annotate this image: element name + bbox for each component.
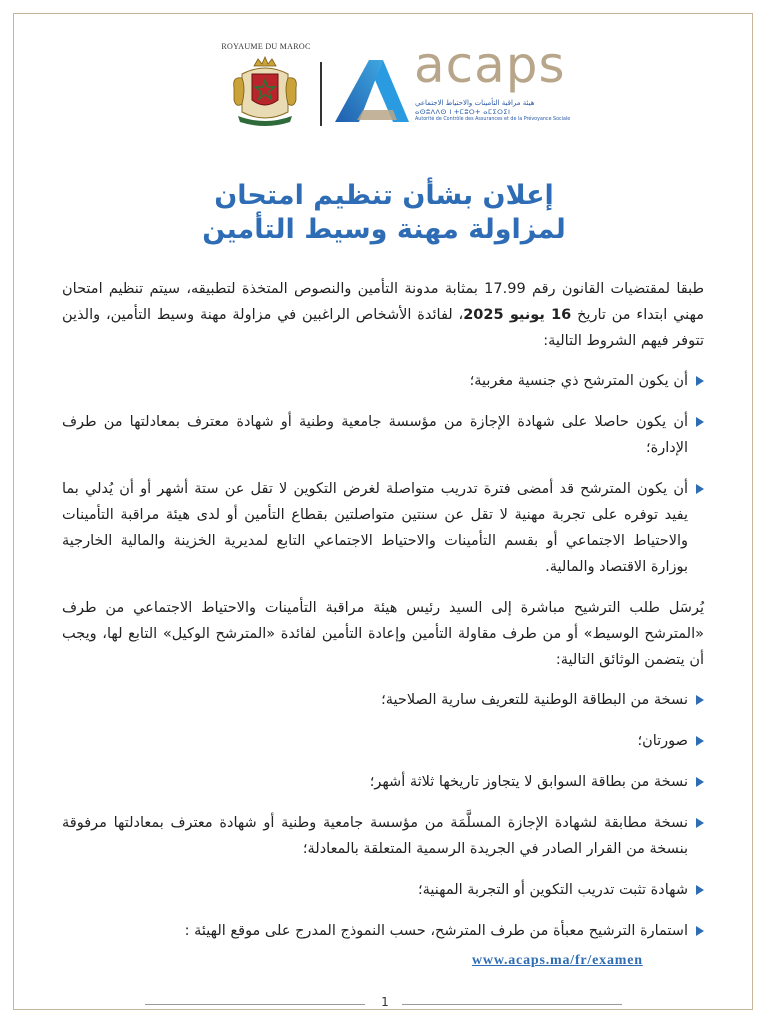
condition-item: [62, 476, 704, 580]
triangle-bullet-icon: [696, 695, 704, 705]
website-link[interactable]: www.acaps.ma/fr/examen: [472, 953, 643, 968]
announcement-body: [62, 276, 704, 974]
condition-text: أن يكون المترشح قد أمضى فترة تدريب متواصلة لغرض التكوين لا تقل عن ستة أشهر أو أن يُدلي بما يفيد توفره على تجربة مهنية لا تقل عن سنتين متواصلتين بقطاع التأمين أو لدى هيئة مراقبة التأمينات والاحتياط الاجتماعي أو بقسم التأمينات والاحتياط الاجتماعي التابع لمديرية الخزينة والمالية الخارجية بوزارة الاقتصاد والمالية.: [62, 481, 688, 575]
intro-text-start: طبقا لمقتضيات القانون رقم 17.99 بمثابة مدونة التأمين والنصوص المتخذة لتطبيقه، سيتم تنظيم امتحان مهني ابتداء من تاريخ: [62, 281, 705, 323]
condition-text: أن يكون المترشح ذي جنسية مغربية؛: [469, 373, 688, 389]
exam-date: 16 يونيو 2025: [463, 307, 572, 323]
document-text: نسخة من البطاقة الوطنية للتعريف سارية الصلاحية؛: [381, 692, 688, 708]
condition-item: [62, 409, 704, 461]
document-text: صورتان؛: [637, 733, 688, 749]
triangle-bullet-icon: [696, 417, 704, 427]
logo-tifinagh-text: ⴰⵙⵓⴷⴷⵙ ⵏ ⵜⵎⵓⵔⵜ ⴰⵎⵉⵔⵉⵏ: [415, 108, 511, 116]
condition-text: أن يكون حاصلا على شهادة الإجازة من مؤسسة جامعية وطنية أو شهادة معترف بمعادلتها من طرف الإدارة؛: [62, 414, 688, 456]
document-item: [62, 810, 704, 862]
website-line: [62, 947, 704, 974]
acaps-wordmark: acaps: [414, 36, 566, 94]
acaps-logo-icon: [333, 58, 411, 124]
condition-item: [62, 368, 704, 394]
document-item: [62, 877, 704, 903]
document-item: [62, 728, 704, 754]
moroccan-coat-of-arms-icon: [228, 54, 302, 128]
document-text: شهادة تثبت تدريب التكوين أو التجربة المهنية؛: [418, 882, 688, 898]
document-item: [62, 918, 704, 944]
document-item: [62, 687, 704, 713]
title-line-2: لمزاولة مهنة وسيط التأمين: [202, 214, 566, 245]
triangle-bullet-icon: [696, 376, 704, 386]
title-line-1: إعلان بشأن تنظيم امتحان: [214, 180, 554, 211]
document-text: نسخة من بطاقة السوابق لا يتجاوز تاريخها ثلاثة أشهر؛: [369, 774, 688, 790]
intro-text-end: ، لفائدة الأشخاص الراغبين في مزاولة مهنة وسيط التأمين، والذين تتوفر فيهم الشروط التالية:: [62, 307, 704, 349]
document-text: نسخة مطابقة لشهادة الإجازة المسلَّمَة من مؤسسة جامعية وطنية أو شهادة معترف بمعادلتها مرفوقة بنسخة من القرار الصادر في الجريدة الرسمية المتعلقة بالمعادلة؛: [62, 815, 688, 857]
triangle-bullet-icon: [696, 885, 704, 895]
triangle-bullet-icon: [696, 818, 704, 828]
triangle-bullet-icon: [696, 777, 704, 787]
triangle-bullet-icon: [696, 926, 704, 936]
submission-paragraph: يُرسَل طلب الترشيح مباشرة إلى السيد رئيس هيئة مراقبة التأمينات والاحتياط الاجتماعي من طرف «المترشح الوسيط» أو من طرف مقاولة التأمين وإعادة التأمين لفائدة «المترشح الوكيل» التابع لها، ويجب أن يتضمن الوثائق التالية:: [62, 600, 704, 668]
footer-rule-left: [145, 1004, 365, 1005]
logo-arabic-text: هيئة مراقبة التأمينات والاحتياط الاجتماعي: [415, 99, 535, 107]
intro-paragraph: [62, 276, 704, 354]
logo-french-text: Autorité de Contrôle des Assurances et de la Prévoyance Sociale: [415, 117, 571, 122]
footer-rule-right: [402, 1004, 622, 1005]
triangle-bullet-icon: [696, 736, 704, 746]
triangle-bullet-icon: [696, 484, 704, 494]
document-item: [62, 769, 704, 795]
page-number: 1: [381, 995, 389, 1009]
header-separator: [320, 62, 322, 126]
kingdom-label: ROYAUME DU MAROC: [221, 42, 311, 51]
document-text: استمارة الترشيح معبأة من طرف المترشح، حسب النموذج المدرج على موقع الهيئة :: [184, 923, 688, 939]
